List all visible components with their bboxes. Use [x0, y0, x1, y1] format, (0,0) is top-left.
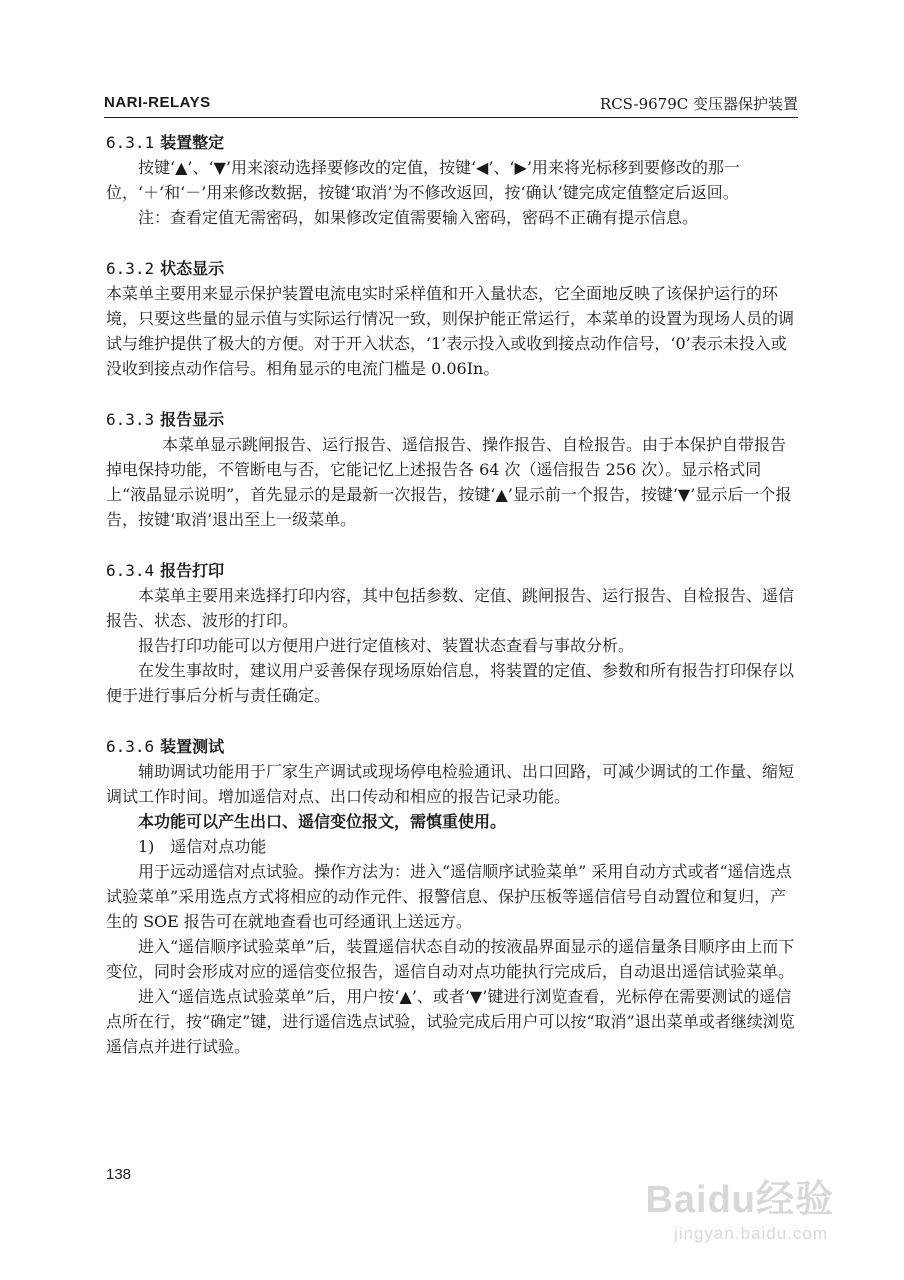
paragraph: 进入“遥信选点试验菜单”后，用户按‘▲’、或者‘▼’键进行浏览查看，光标停在需要测试的遥信点所在行，按“确定”键，进行遥信选点试验，试验完成后用户可以按“取消”退出菜单或者继续浏览遥信点并进行试验。 — [106, 987, 795, 1056]
page-number: 138 — [106, 1166, 132, 1183]
section-heading-6-3-1: 6.3.1 装置整定 — [106, 133, 225, 152]
paragraph: 用于远动遥信对点试验。操作方法为：进入“遥信顺序试验菜单” 采用自动方式或者“遥信选点试验菜单”采用选点方式将相应的动作元件、报警信息、保护压板等遥信信号自动置位和复归，产生的 SOE 报告可在就地查看也可经通讯上送远方。 — [106, 862, 792, 931]
watermark-url: jingyan.baidu.com — [673, 1224, 828, 1243]
paragraph: 在发生事故时，建议用户妥善保存现场原始信息，将装置的定值、参数和所有报告打印保存以便于进行事后分析与责任确定。 — [106, 661, 795, 705]
paragraph-warning: 本功能可以产生出口、遥信变位报文，需慎重使用。 — [138, 812, 507, 831]
header-doc-title: RCS-9679C 变压器保护装置 — [599, 95, 798, 113]
watermark-logo: Baidu经验 — [645, 1179, 834, 1221]
paragraph: 本菜单显示跳闸报告、运行报告、遥信报告、操作报告、自检报告。由于本保护自带报告掉电保持功能，不管断电与否，它能记忆上述报告各 64 次（遥信报告 256 次）。显示格式同上“液晶显示说明”，首先显示的是最新一次报告，按键‘▲’显示前一个报告，按键‘▼’显示后一个报告，按键‘取消’退出至上一级菜单。 — [106, 435, 792, 529]
header-rule — [104, 117, 798, 118]
header-brand: NARI-RELAYS — [104, 94, 211, 111]
section-heading-6-3-2: 6.3.2 状态显示 — [106, 259, 225, 278]
section-heading-6-3-4: 6.3.4 报告打印 — [106, 561, 225, 580]
paragraph-note: 注：查看定值无需密码，如果修改定值需要输入密码，密码不正确有提示信息。 — [138, 208, 699, 227]
page-content — [106, 130, 800, 1059]
paragraph: 本菜单主要用来显示保护装置电流电实时采样值和开入量状态，它全面地反映了该保护运行的环境，只要这些量的显示值与实际运行情况一致，则保护能正常运行，本菜单的设置为现场人员的调试与维护提供了极大的方便。对于开入状态，‘1’表示投入或收到接点动作信号，‘0’表示未投入或没收到接点动作信号。相角显示的电流门槛是 0.06In。 — [106, 284, 795, 378]
section-heading-6-3-3: 6.3.3 报告显示 — [106, 410, 225, 429]
paragraph: 进入“遥信顺序试验菜单”后，装置遥信状态自动的按液晶界面显示的遥信量条目顺序由上而下变位，同时会形成对应的遥信变位报告，遥信自动对点功能执行完成后，自动退出遥信试验菜单。 — [106, 937, 795, 981]
watermark — [634, 1168, 834, 1258]
list-item: 1) 遥信对点功能 — [138, 837, 267, 856]
paragraph: 本菜单主要用来选择打印内容，其中包括参数、定值、跳闸报告、运行报告、自检报告、遥信报告、状态、波形的打印。 — [106, 586, 795, 630]
section-heading-6-3-6: 6.3.6 装置测试 — [106, 737, 225, 756]
paragraph: 辅助调试功能用于厂家生产调试或现场停电检验通讯、出口回路，可减少调试的工作量、缩短调试工作时间。增加遥信对点、出口传动和相应的报告记录功能。 — [106, 762, 795, 806]
paragraph: 按键‘▲’、‘▼’用来滚动选择要修改的定值，按键‘◀’、‘▶’用来将光标移到要修改的那一位，‘＋’和‘－’用来修改数据，按键‘取消’为不修改返回，按‘确认’键完成定值整定后返回。 — [106, 158, 740, 202]
paragraph: 报告打印功能可以方便用户进行定值核对、装置状态查看与事故分析。 — [138, 636, 635, 655]
